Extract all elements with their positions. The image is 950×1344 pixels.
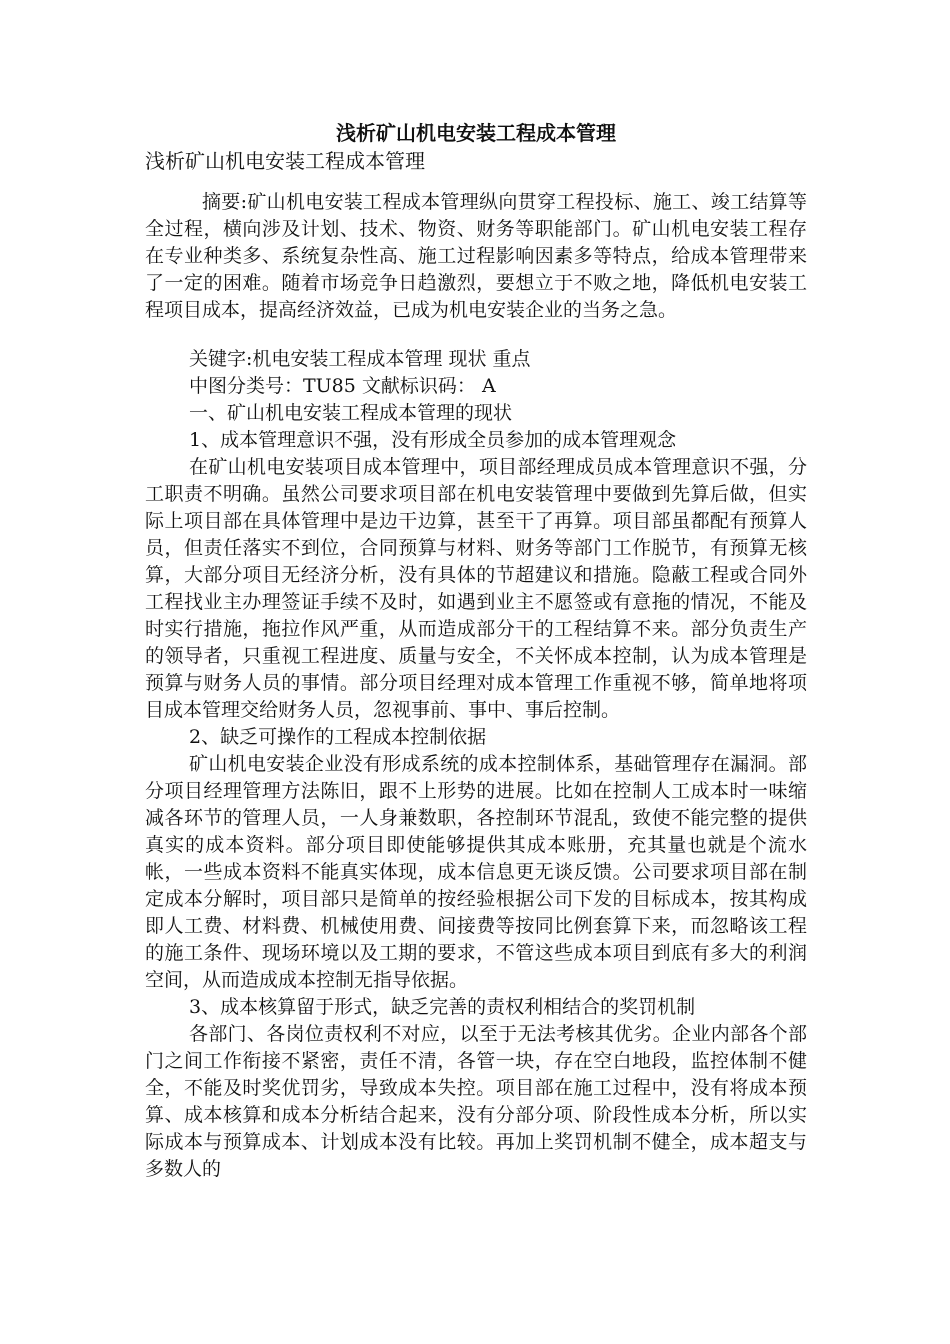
spacer <box>145 324 807 346</box>
document-page <box>145 118 807 1328</box>
subsection-heading: 2、缺乏可操作的工程成本控制依据 <box>189 726 487 748</box>
body-paragraph: 各部门、各岗位责权利不对应，以至于无法考核其优劣。企业内部各个部门之间工作衔接不紧密，责任不清，各管一块，存在空白地段，监控体制不健全，不能及时奖优罚劣，导致成本失控。项目部在施工过程中，没有将成本预算、成本核算和成本分析结合起来，没有分部分项、阶段性成本分析，所以实际成本与预算成本、计划成本没有比较。再加上奖罚机制不健全，成本超支与多数人的 <box>145 1023 807 1180</box>
subsection-heading: 1、成本管理意识不强，没有形成全员参加的成本管理观念 <box>189 429 677 451</box>
classification-line: 中图分类号：TU85 文献标识码： A <box>189 375 496 397</box>
document-title: 浅析矿山机电安装工程成本管理 <box>336 121 616 145</box>
document-subtitle: 浅析矿山机电安装工程成本管理 <box>145 149 425 173</box>
body-paragraph: 在矿山机电安装项目成本管理中，项目部经理成员成本管理意识不强，分工职责不明确。虽然公司要求项目部在机电安装管理中要做到先算后做，但实际上项目部在具体管理中是边干边算，甚至干了再算。项目部虽都配有预算人员，但责任落实不到位，合同预算与材料、财务等部门工作脱节，有预算无核算，大部分项目无经济分析，没有具体的节超建议和措施。隐蔽工程或合同外工程找业主办理签证手续不及时，如遇到业主不愿签或有意拖的情况，不能及时实行措施，拖拉作风严重，从而造成部分干的工程结算不来。部分负责生产的领导者，只重视工程进度、质量与安全，不关怀成本控制，认为成本管理是预算与财务人员的事情。部分项目经理对成本管理工作重视不够，简单地将项目成本管理交给财务人员，忽视事前、事中、事后控制。 <box>145 456 807 721</box>
abstract-paragraph: 摘要:矿山机电安装工程成本管理纵向贯穿工程投标、施工、竣工结算等全过程，横向涉及计划、技术、物资、财务等职能部门。矿山机电安装工程存在专业种类多、系统复杂性高、施工过程影响因素多等特点，给成本管理带来了一定的困难。随着市场竞争日趋激烈，要想立于不败之地，降低机电安装工程项目成本，提高经济效益，已成为机电安装企业的当务之急。 <box>145 191 807 321</box>
subsection-heading: 3、成本核算留于形式，缺乏完善的责权利相结合的奖罚机制 <box>189 996 696 1018</box>
keywords-line: 关键字:机电安装工程成本管理 现状 重点 <box>189 348 531 370</box>
spacer <box>145 175 807 189</box>
section-heading: 一、矿山机电安装工程成本管理的现状 <box>189 402 513 424</box>
body-paragraph: 矿山机电安装企业没有形成系统的成本控制体系，基础管理存在漏洞。部分项目经理管理方法陈旧，跟不上形势的进展。比如在控制人工成本时一味缩减各环节的管理人员，一人身兼数职，各控制环节混乱，致使不能完整的提供真实的成本资料。部分项目即使能够提供其成本账册，充其量也就是个流水帐，一些成本资料不能真实体现，成本信息更无谈反馈。公司要求项目部在制定成本分解时，项目部只是简单的按经验根据公司下发的目标成本，按其构成即人工费、材料费、机械使用费、间接费等按同比例套算下来，而忽略该工程的施工条件、现场环境以及工期的要求，不管这些成本项目到底有多大的利润空间，从而造成成本控制无指导依据。 <box>145 753 807 991</box>
